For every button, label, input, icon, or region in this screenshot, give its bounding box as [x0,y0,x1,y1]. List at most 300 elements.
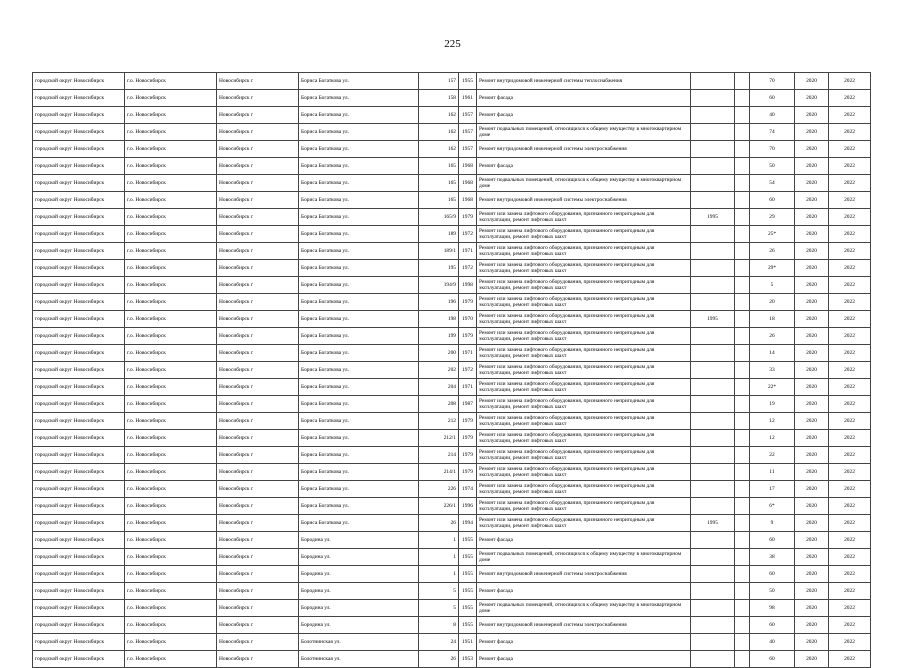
municipality-cell: г.о. Новосибирск [125,328,217,345]
start-year-cell: 2020 [795,124,829,141]
lift-year-cell [691,73,735,90]
street-cell: Болотнинская ул. [299,634,419,651]
work-type-cell: Ремонт или замена лифтового оборудования, признанного непригодным для эксплуатации, ремонт лифтовых шахт [477,294,691,311]
locality-cell: Новосибирск г [217,226,299,243]
cost-cell: 17 [750,481,795,498]
build-year-cell: 1955 [459,600,477,617]
municipality-cell: г.о. Новосибирск [125,158,217,175]
municipality-cell: г.о. Новосибирск [125,413,217,430]
lift-year-cell [691,124,735,141]
district-cell: городской округ Новосибирск [33,124,125,141]
lift-year-cell [691,90,735,107]
street-cell: Бориса Богаткова ул. [299,277,419,294]
table-row [33,209,871,226]
district-cell: городской округ Новосибирск [33,141,125,158]
house-number-cell: 214 [419,447,459,464]
build-year-cell: 1979 [459,294,477,311]
municipality-cell: г.о. Новосибирск [125,175,217,192]
street-cell: Бориса Богаткова ул. [299,226,419,243]
start-year-cell: 2020 [795,379,829,396]
district-cell: городской округ Новосибирск [33,90,125,107]
start-year-cell: 2020 [795,430,829,447]
street-cell: Бородина ул. [299,532,419,549]
house-number-cell: 189/1 [419,243,459,260]
house-number-cell: 196 [419,294,459,311]
municipality-cell: г.о. Новосибирск [125,481,217,498]
page-number: 225 [444,38,461,50]
start-year-cell: 2020 [795,141,829,158]
district-cell: городской округ Новосибирск [33,311,125,328]
end-year-cell: 2022 [829,447,871,464]
extra-cell [735,192,750,209]
extra-cell [735,260,750,277]
street-cell: Бориса Богаткова ул. [299,192,419,209]
end-year-cell: 2022 [829,515,871,532]
start-year-cell: 2020 [795,158,829,175]
end-year-cell: 2022 [829,345,871,362]
start-year-cell: 2020 [795,107,829,124]
locality-cell: Новосибирск г [217,413,299,430]
locality-cell: Новосибирск г [217,311,299,328]
work-type-cell: Ремонт фасада [477,532,691,549]
street-cell: Бориса Богаткова ул. [299,209,419,226]
municipality-cell: г.о. Новосибирск [125,532,217,549]
extra-cell [735,277,750,294]
district-cell: городской округ Новосибирск [33,617,125,634]
work-type-cell: Ремонт или замена лифтового оборудования, признанного непригодным для эксплуатации, ремонт лифтовых шахт [477,396,691,413]
end-year-cell: 2022 [829,549,871,566]
locality-cell: Новосибирск г [217,617,299,634]
build-year-cell: 1955 [459,532,477,549]
table-row [33,362,871,379]
locality-cell: Новосибирск г [217,447,299,464]
house-number-cell: 158 [419,90,459,107]
extra-cell [735,481,750,498]
table-row [33,107,871,124]
district-cell: городской округ Новосибирск [33,243,125,260]
house-number-cell: 226/1 [419,498,459,515]
build-year-cell: 1957 [459,107,477,124]
municipality-cell: г.о. Новосибирск [125,430,217,447]
extra-cell [735,549,750,566]
end-year-cell: 2022 [829,396,871,413]
end-year-cell: 2022 [829,413,871,430]
cost-cell: 14 [750,345,795,362]
lift-year-cell [691,413,735,430]
municipality-cell: г.о. Новосибирск [125,226,217,243]
locality-cell: Новосибирск г [217,515,299,532]
table-row [33,158,871,175]
end-year-cell: 2022 [829,175,871,192]
start-year-cell: 2020 [795,362,829,379]
build-year-cell: 1968 [459,158,477,175]
build-year-cell: 1998 [459,277,477,294]
district-cell: городской округ Новосибирск [33,464,125,481]
lift-year-cell: 1995 [691,209,735,226]
house-number-cell: 5 [419,583,459,600]
end-year-cell: 2022 [829,600,871,617]
extra-cell [735,617,750,634]
district-cell: городской округ Новосибирск [33,430,125,447]
table-row [33,515,871,532]
locality-cell: Новосибирск г [217,464,299,481]
district-cell: городской округ Новосибирск [33,209,125,226]
end-year-cell: 2022 [829,226,871,243]
locality-cell: Новосибирск г [217,600,299,617]
table-row [33,481,871,498]
build-year-cell: 1961 [459,90,477,107]
work-type-cell: Ремонт или замена лифтового оборудования, признанного непригодным для эксплуатации, ремонт лифтовых шахт [477,447,691,464]
table-row [33,328,871,345]
street-cell: Бориса Богаткова ул. [299,481,419,498]
district-cell: городской округ Новосибирск [33,107,125,124]
house-number-cell: 5 [419,600,459,617]
build-year-cell: 1955 [459,549,477,566]
cost-cell: 22* [750,379,795,396]
street-cell: Бориса Богаткова ул. [299,515,419,532]
extra-cell [735,328,750,345]
cost-cell: 50 [750,583,795,600]
build-year-cell: 1979 [459,209,477,226]
street-cell: Бориса Богаткова ул. [299,141,419,158]
build-year-cell: 1979 [459,413,477,430]
work-type-cell: Ремонт или замена лифтового оборудования, признанного непригодным для эксплуатации, ремонт лифтовых шахт [477,515,691,532]
lift-year-cell [691,345,735,362]
table-row [33,192,871,209]
lift-year-cell [691,226,735,243]
municipality-cell: г.о. Новосибирск [125,379,217,396]
locality-cell: Новосибирск г [217,277,299,294]
locality-cell: Новосибирск г [217,158,299,175]
build-year-cell: 1957 [459,124,477,141]
municipality-cell: г.о. Новосибирск [125,294,217,311]
cost-cell: 9 [750,515,795,532]
cost-cell: 5 [750,277,795,294]
extra-cell [735,107,750,124]
work-type-cell: Ремонт фасада [477,158,691,175]
street-cell: Бориса Богаткова ул. [299,107,419,124]
start-year-cell: 2020 [795,396,829,413]
street-cell: Бориса Богаткова ул. [299,260,419,277]
extra-cell [735,566,750,583]
lift-year-cell [691,549,735,566]
work-type-cell: Ремонт фасада [477,90,691,107]
municipality-cell: г.о. Новосибирск [125,396,217,413]
table-row [33,260,871,277]
municipality-cell: г.о. Новосибирск [125,345,217,362]
end-year-cell: 2022 [829,260,871,277]
start-year-cell: 2020 [795,260,829,277]
cost-cell: 70 [750,141,795,158]
extra-cell [735,600,750,617]
house-number-cell: 165 [419,158,459,175]
locality-cell: Новосибирск г [217,294,299,311]
work-type-cell: Ремонт или замена лифтового оборудования, признанного непригодным для эксплуатации, ремонт лифтовых шахт [477,311,691,328]
build-year-cell: 1994 [459,515,477,532]
cost-cell: 22 [750,447,795,464]
cost-cell: 19 [750,396,795,413]
end-year-cell: 2022 [829,498,871,515]
work-type-cell: Ремонт или замена лифтового оборудования, признанного непригодным для эксплуатации, ремонт лифтовых шахт [477,413,691,430]
district-cell: городской округ Новосибирск [33,583,125,600]
end-year-cell: 2022 [829,243,871,260]
locality-cell: Новосибирск г [217,209,299,226]
house-number-cell: 194/9 [419,277,459,294]
locality-cell: Новосибирск г [217,498,299,515]
end-year-cell: 2022 [829,328,871,345]
municipality-cell: г.о. Новосибирск [125,583,217,600]
municipality-cell: г.о. Новосибирск [125,464,217,481]
lift-year-cell [691,498,735,515]
lift-year-cell [691,634,735,651]
work-type-cell: Ремонт или замена лифтового оборудования, признанного непригодным для эксплуатации, ремонт лифтовых шахт [477,498,691,515]
street-cell: Бориса Богаткова ул. [299,90,419,107]
cost-cell: 98 [750,600,795,617]
municipality-cell: г.о. Новосибирск [125,600,217,617]
start-year-cell: 2020 [795,413,829,430]
lift-year-cell [691,243,735,260]
cost-cell: 26 [750,243,795,260]
table-row [33,294,871,311]
house-number-cell: 26 [419,651,459,668]
end-year-cell: 2022 [829,141,871,158]
municipality-cell: г.о. Новосибирск [125,311,217,328]
cost-cell: 12 [750,413,795,430]
table-row [33,379,871,396]
extra-cell [735,413,750,430]
street-cell: Бориса Богаткова ул. [299,447,419,464]
build-year-cell: 1979 [459,447,477,464]
start-year-cell: 2020 [795,481,829,498]
build-year-cell: 1979 [459,328,477,345]
municipality-cell: г.о. Новосибирск [125,447,217,464]
district-cell: городской округ Новосибирск [33,277,125,294]
table-row [33,175,871,192]
end-year-cell: 2022 [829,124,871,141]
municipality-cell: г.о. Новосибирск [125,209,217,226]
district-cell: городской округ Новосибирск [33,481,125,498]
locality-cell: Новосибирск г [217,430,299,447]
extra-cell [735,379,750,396]
table-row [33,226,871,243]
table-row [33,549,871,566]
lift-year-cell: 1995 [691,515,735,532]
table-row [33,345,871,362]
end-year-cell: 2022 [829,430,871,447]
table-row [33,498,871,515]
locality-cell: Новосибирск г [217,549,299,566]
end-year-cell: 2022 [829,379,871,396]
lift-year-cell [691,328,735,345]
house-number-cell: 162 [419,107,459,124]
build-year-cell: 1996 [459,498,477,515]
build-year-cell: 1955 [459,566,477,583]
street-cell: Бориса Богаткова ул. [299,175,419,192]
district-cell: городской округ Новосибирск [33,192,125,209]
extra-cell [735,175,750,192]
street-cell: Бориса Богаткова ул. [299,345,419,362]
build-year-cell: 1955 [459,583,477,600]
end-year-cell: 2022 [829,464,871,481]
street-cell: Бородина ул. [299,566,419,583]
street-cell: Бориса Богаткова ул. [299,243,419,260]
extra-cell [735,73,750,90]
table-row [33,532,871,549]
build-year-cell: 1972 [459,226,477,243]
end-year-cell: 2022 [829,90,871,107]
district-cell: городской округ Новосибирск [33,328,125,345]
start-year-cell: 2020 [795,600,829,617]
house-number-cell: 204 [419,379,459,396]
end-year-cell: 2022 [829,158,871,175]
build-year-cell: 1955 [459,617,477,634]
table-row [33,634,871,651]
district-cell: городской округ Новосибирск [33,396,125,413]
table-row [33,600,871,617]
locality-cell: Новосибирск г [217,379,299,396]
start-year-cell: 2020 [795,175,829,192]
work-type-cell: Ремонт или замена лифтового оборудования, признанного непригодным для эксплуатации, ремонт лифтовых шахт [477,430,691,447]
cost-cell: 18 [750,311,795,328]
house-number-cell: 24 [419,634,459,651]
cost-cell: 33 [750,362,795,379]
cost-cell: 60 [750,532,795,549]
extra-cell [735,651,750,668]
street-cell: Болотнинская ул. [299,651,419,668]
work-type-cell: Ремонт подвальных помещений, относящихся к общему имуществу в многоквартирном доме [477,124,691,141]
work-type-cell: Ремонт или замена лифтового оборудования, признанного непригодным для эксплуатации, ремонт лифтовых шахт [477,328,691,345]
lift-year-cell [691,277,735,294]
end-year-cell: 2022 [829,107,871,124]
district-cell: городской округ Новосибирск [33,566,125,583]
extra-cell [735,430,750,447]
extra-cell [735,447,750,464]
end-year-cell: 2022 [829,617,871,634]
work-type-cell: Ремонт или замена лифтового оборудования, признанного непригодным для эксплуатации, ремонт лифтовых шахт [477,481,691,498]
house-number-cell: 195 [419,260,459,277]
build-year-cell: 1979 [459,464,477,481]
lift-year-cell [691,158,735,175]
table-row [33,464,871,481]
start-year-cell: 2020 [795,311,829,328]
lift-year-cell [691,107,735,124]
house-number-cell: 212 [419,413,459,430]
municipality-cell: г.о. Новосибирск [125,192,217,209]
table-row [33,447,871,464]
extra-cell [735,396,750,413]
end-year-cell: 2022 [829,73,871,90]
work-type-cell: Ремонт внутридомовой инженерной системы электроснабжения [477,617,691,634]
house-number-cell: 165/9 [419,209,459,226]
end-year-cell: 2022 [829,311,871,328]
street-cell: Бородина ул. [299,617,419,634]
extra-cell [735,345,750,362]
street-cell: Бориса Богаткова ул. [299,396,419,413]
start-year-cell: 2020 [795,532,829,549]
build-year-cell: 1972 [459,260,477,277]
district-cell: городской округ Новосибирск [33,175,125,192]
municipality-cell: г.о. Новосибирск [125,141,217,158]
locality-cell: Новосибирск г [217,328,299,345]
street-cell: Бородина ул. [299,600,419,617]
lift-year-cell [691,447,735,464]
repair-schedule-table [32,72,871,668]
district-cell: городской округ Новосибирск [33,651,125,668]
municipality-cell: г.о. Новосибирск [125,124,217,141]
build-year-cell: 1968 [459,192,477,209]
municipality-cell: г.о. Новосибирск [125,634,217,651]
build-year-cell: 1971 [459,243,477,260]
work-type-cell: Ремонт фасада [477,583,691,600]
cost-cell: 29* [750,260,795,277]
extra-cell [735,634,750,651]
cost-cell: 50 [750,158,795,175]
start-year-cell: 2020 [795,243,829,260]
house-number-cell: 200 [419,345,459,362]
lift-year-cell [691,464,735,481]
street-cell: Бориса Богаткова ул. [299,158,419,175]
district-cell: городской округ Новосибирск [33,634,125,651]
table-row [33,141,871,158]
end-year-cell: 2022 [829,294,871,311]
cost-cell: 60 [750,566,795,583]
start-year-cell: 2020 [795,192,829,209]
work-type-cell: Ремонт или замена лифтового оборудования, признанного непригодным для эксплуатации, ремонт лифтовых шахт [477,243,691,260]
street-cell: Бориса Богаткова ул. [299,362,419,379]
district-cell: городской округ Новосибирск [33,226,125,243]
lift-year-cell [691,600,735,617]
start-year-cell: 2020 [795,277,829,294]
build-year-cell: 1972 [459,362,477,379]
start-year-cell: 2020 [795,226,829,243]
municipality-cell: г.о. Новосибирск [125,617,217,634]
district-cell: городской округ Новосибирск [33,73,125,90]
start-year-cell: 2020 [795,583,829,600]
street-cell: Бориса Богаткова ул. [299,294,419,311]
locality-cell: Новосибирск г [217,260,299,277]
work-type-cell: Ремонт или замена лифтового оборудования, признанного непригодным для эксплуатации, ремонт лифтовых шахт [477,362,691,379]
table-row [33,651,871,668]
lift-year-cell [691,566,735,583]
end-year-cell: 2022 [829,481,871,498]
municipality-cell: г.о. Новосибирск [125,107,217,124]
build-year-cell: 1987 [459,396,477,413]
municipality-cell: г.о. Новосибирск [125,549,217,566]
extra-cell [735,209,750,226]
lift-year-cell [691,617,735,634]
municipality-cell: г.о. Новосибирск [125,277,217,294]
extra-cell [735,243,750,260]
build-year-cell: 1953 [459,651,477,668]
house-number-cell: 8 [419,617,459,634]
start-year-cell: 2020 [795,515,829,532]
table-row [33,90,871,107]
table-row [33,413,871,430]
work-type-cell: Ремонт подвальных помещений, относящихся к общему имуществу в многоквартирном доме [477,549,691,566]
extra-cell [735,141,750,158]
district-cell: городской округ Новосибирск [33,447,125,464]
district-cell: городской округ Новосибирск [33,600,125,617]
extra-cell [735,226,750,243]
end-year-cell: 2022 [829,651,871,668]
house-number-cell: 198 [419,311,459,328]
extra-cell [735,294,750,311]
lift-year-cell [691,430,735,447]
municipality-cell: г.о. Новосибирск [125,90,217,107]
district-cell: городской округ Новосибирск [33,549,125,566]
cost-cell: 25* [750,226,795,243]
table-row [33,566,871,583]
